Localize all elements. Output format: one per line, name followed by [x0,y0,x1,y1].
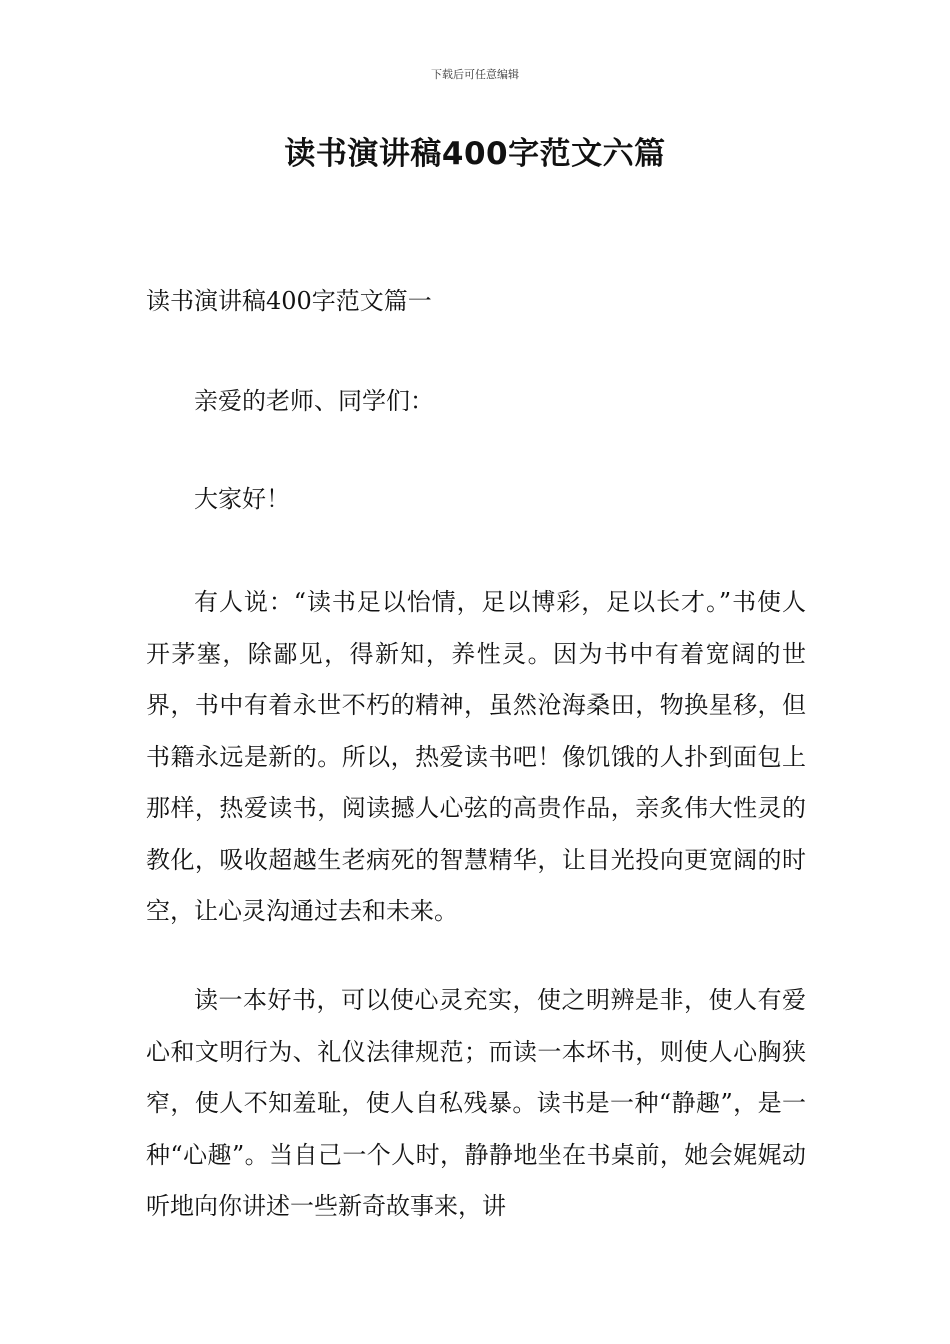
paragraph-body-1: 有人说：“读书足以怡情，足以博彩，足以长才。”书使人开茅塞，除鄙见，得新知，养性灵。因为书中有着宽阔的世界，书中有着永世不朽的精神，虽然沧海桑田，物换星移，但书籍永远是新的。所以，热爱读书吧！像饥饿的人扑到面包上那样，热爱读书，阅读撼人心弦的高贵作品，亲炙伟大性灵的教化，吸收超越生老病死的智慧精华，让目光投向更宽阔的时空，让心灵沟通过去和未来。 [146,588,806,925]
paragraph-hello: 大家好！ [194,485,290,513]
paragraph-greeting: 亲爱的老师、同学们： [194,387,434,415]
page-header-note: 下载后可任意编辑 [431,68,519,81]
document-title: 读书演讲稿400字范文六篇 [284,136,666,172]
paragraph-body-2: 读一本好书，可以使心灵充实，使之明辨是非，使人有爱心和文明行为、礼仪法律规范；而读一本坏书，则使人心胸狭窄，使人不知羞耻，使人自私残暴。读书是一种“静趣”，是一种“心趣”。当自己一个人时，静静地坐在书桌前，她会娓娓动听地向你讲述一些新奇故事来，讲 [146,986,806,1220]
section-heading: 读书演讲稿400字范文篇一 [146,287,432,315]
